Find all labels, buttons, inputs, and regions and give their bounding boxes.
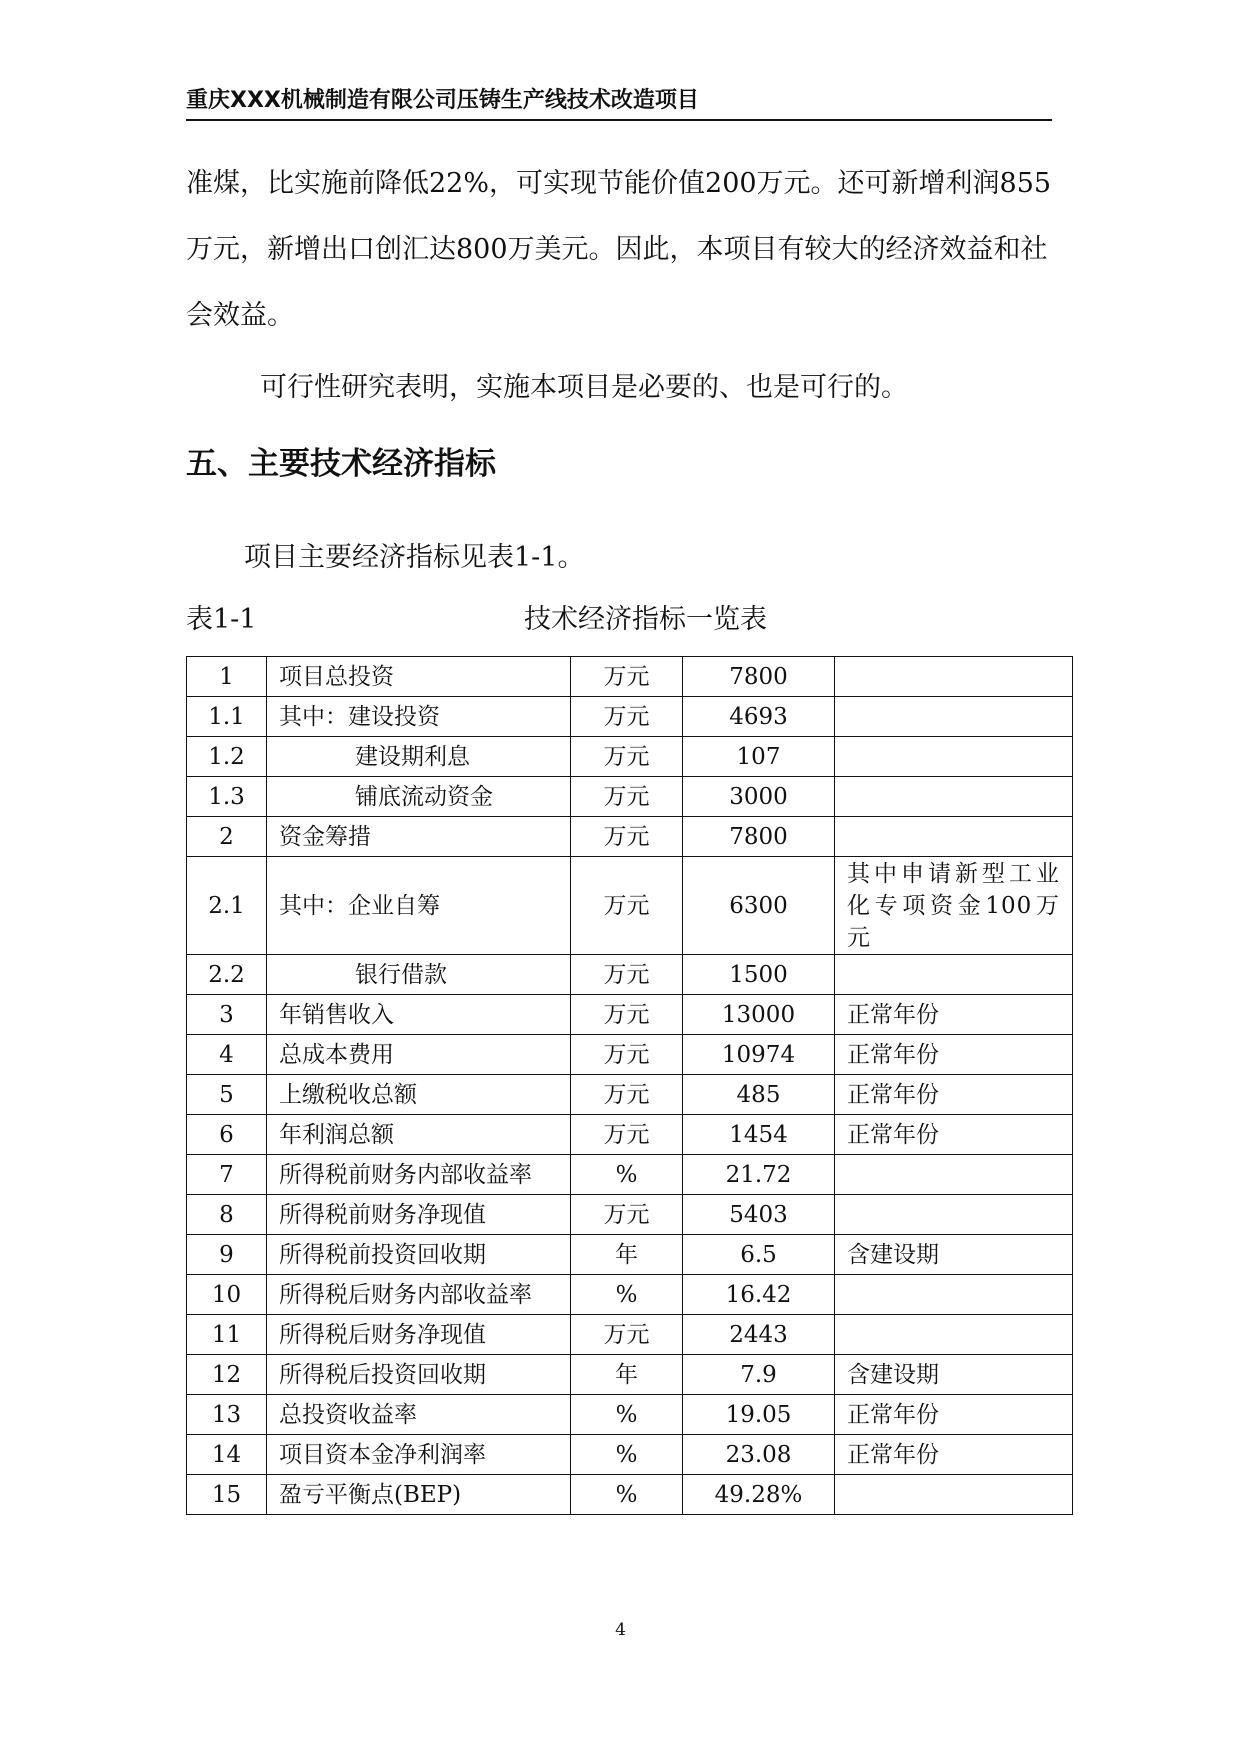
row-note: 正常年份 xyxy=(835,1075,1073,1115)
row-note xyxy=(835,955,1073,995)
row-value: 5403 xyxy=(683,1195,835,1235)
row-index: 3 xyxy=(187,995,267,1035)
row-value: 1454 xyxy=(683,1115,835,1155)
row-name: 所得税后财务净现值 xyxy=(267,1315,571,1355)
row-index: 2.1 xyxy=(187,857,267,955)
row-index: 12 xyxy=(187,1355,267,1395)
row-unit: % xyxy=(571,1275,683,1315)
row-name: 所得税前投资回收期 xyxy=(267,1235,571,1275)
row-unit: % xyxy=(571,1395,683,1435)
row-note: 正常年份 xyxy=(835,1115,1073,1155)
table-row xyxy=(187,697,1073,737)
row-name: 银行借款 xyxy=(267,955,571,995)
table-row xyxy=(187,1075,1073,1115)
row-index: 5 xyxy=(187,1075,267,1115)
row-unit: 万元 xyxy=(571,1075,683,1115)
row-value: 2443 xyxy=(683,1315,835,1355)
page-number: 4 xyxy=(615,1620,626,1640)
row-note: 正常年份 xyxy=(835,1395,1073,1435)
row-name: 资金筹措 xyxy=(267,817,571,857)
row-index: 2.2 xyxy=(187,955,267,995)
row-name: 建设期利息 xyxy=(267,737,571,777)
row-note: 正常年份 xyxy=(835,995,1073,1035)
row-note xyxy=(835,1475,1073,1515)
row-note xyxy=(835,1155,1073,1195)
row-note: 正常年份 xyxy=(835,1435,1073,1475)
row-unit: 万元 xyxy=(571,737,683,777)
header-rule xyxy=(186,119,1052,121)
row-name: 年利润总额 xyxy=(267,1115,571,1155)
row-unit: 万元 xyxy=(571,1035,683,1075)
row-index: 11 xyxy=(187,1315,267,1355)
row-note: 其中申请新型工业化专项资金100万元 xyxy=(835,857,1073,955)
row-index: 8 xyxy=(187,1195,267,1235)
row-value: 10974 xyxy=(683,1035,835,1075)
row-value: 21.72 xyxy=(683,1155,835,1195)
row-value: 4693 xyxy=(683,697,835,737)
table-row xyxy=(187,1035,1073,1075)
row-unit: 万元 xyxy=(571,1115,683,1155)
section-title: 五、主要技术经济指标 xyxy=(186,446,496,482)
row-note xyxy=(835,657,1073,697)
row-name: 所得税前财务内部收益率 xyxy=(267,1155,571,1195)
row-value: 23.08 xyxy=(683,1435,835,1475)
row-unit: % xyxy=(571,1475,683,1515)
row-value: 7800 xyxy=(683,657,835,697)
row-name: 总成本费用 xyxy=(267,1035,571,1075)
table-intro: 项目主要经济指标见表1-1。 xyxy=(244,542,585,573)
row-name: 项目资本金净利润率 xyxy=(267,1435,571,1475)
row-unit: 万元 xyxy=(571,817,683,857)
row-index: 15 xyxy=(187,1475,267,1515)
row-name: 盈亏平衡点(BEP) xyxy=(267,1475,571,1515)
row-index: 13 xyxy=(187,1395,267,1435)
row-unit: 万元 xyxy=(571,857,683,955)
table-row xyxy=(187,1435,1073,1475)
row-unit: 万元 xyxy=(571,995,683,1035)
table-row xyxy=(187,857,1073,955)
metrics-table xyxy=(186,656,1073,1515)
row-index: 1.3 xyxy=(187,777,267,817)
row-name: 年销售收入 xyxy=(267,995,571,1035)
table-row xyxy=(187,737,1073,777)
running-header: 重庆XXX机械制造有限公司压铸生产线技术改造项目 xyxy=(186,88,699,113)
row-note xyxy=(835,777,1073,817)
row-note xyxy=(835,1315,1073,1355)
row-value: 107 xyxy=(683,737,835,777)
paragraph-economic-benefit: 准煤，比实施前降低22%，可实现节能价值200万元。还可新增利润855万元，新增出口创汇达800万美元。因此，本项目有较大的经济效益和社会效益。 xyxy=(186,168,1052,331)
table-row xyxy=(187,657,1073,697)
row-note xyxy=(835,1195,1073,1235)
row-unit: 年 xyxy=(571,1355,683,1395)
row-unit: % xyxy=(571,1435,683,1475)
row-index: 6 xyxy=(187,1115,267,1155)
row-name: 上缴税收总额 xyxy=(267,1075,571,1115)
row-name: 所得税后财务内部收益率 xyxy=(267,1275,571,1315)
row-name: 铺底流动资金 xyxy=(267,777,571,817)
table-row xyxy=(187,1355,1073,1395)
table-row xyxy=(187,1275,1073,1315)
row-unit: 万元 xyxy=(571,955,683,995)
row-note xyxy=(835,817,1073,857)
row-value: 13000 xyxy=(683,995,835,1035)
row-index: 7 xyxy=(187,1155,267,1195)
row-index: 9 xyxy=(187,1235,267,1275)
row-index: 1.1 xyxy=(187,697,267,737)
row-unit: 万元 xyxy=(571,1195,683,1235)
row-note xyxy=(835,697,1073,737)
table-row xyxy=(187,1195,1073,1235)
row-value: 6300 xyxy=(683,857,835,955)
table-row xyxy=(187,1115,1073,1155)
table-row xyxy=(187,1395,1073,1435)
row-index: 1.2 xyxy=(187,737,267,777)
table-row xyxy=(187,777,1073,817)
row-unit: 万元 xyxy=(571,657,683,697)
row-value: 6.5 xyxy=(683,1235,835,1275)
row-value: 49.28% xyxy=(683,1475,835,1515)
row-note xyxy=(835,737,1073,777)
row-unit: % xyxy=(571,1155,683,1195)
table-number: 表1-1 xyxy=(186,604,257,635)
table-row xyxy=(187,995,1073,1035)
row-value: 3000 xyxy=(683,777,835,817)
row-index: 2 xyxy=(187,817,267,857)
row-index: 4 xyxy=(187,1035,267,1075)
table-row xyxy=(187,955,1073,995)
row-value: 1500 xyxy=(683,955,835,995)
paragraph-feasibility-conclusion: 可行性研究表明，实施本项目是必要的、也是可行的。 xyxy=(260,372,908,403)
row-name: 项目总投资 xyxy=(267,657,571,697)
table-row xyxy=(187,1235,1073,1275)
row-index: 10 xyxy=(187,1275,267,1315)
table-title: 技术经济指标一览表 xyxy=(524,604,767,635)
row-index: 14 xyxy=(187,1435,267,1475)
row-note: 含建设期 xyxy=(835,1235,1073,1275)
table-row xyxy=(187,1155,1073,1195)
row-name: 其中：建设投资 xyxy=(267,697,571,737)
row-value: 19.05 xyxy=(683,1395,835,1435)
table-row xyxy=(187,1475,1073,1515)
row-value: 7.9 xyxy=(683,1355,835,1395)
row-note: 正常年份 xyxy=(835,1035,1073,1075)
row-note: 含建设期 xyxy=(835,1355,1073,1395)
row-unit: 万元 xyxy=(571,777,683,817)
row-note xyxy=(835,1275,1073,1315)
row-unit: 万元 xyxy=(571,697,683,737)
row-name: 所得税前财务净现值 xyxy=(267,1195,571,1235)
row-unit: 万元 xyxy=(571,1315,683,1355)
row-unit: 年 xyxy=(571,1235,683,1275)
row-value: 7800 xyxy=(683,817,835,857)
table-row xyxy=(187,1315,1073,1355)
row-name: 总投资收益率 xyxy=(267,1395,571,1435)
table-row xyxy=(187,817,1073,857)
row-value: 16.42 xyxy=(683,1275,835,1315)
row-name: 其中：企业自筹 xyxy=(267,857,571,955)
row-index: 1 xyxy=(187,657,267,697)
row-value: 485 xyxy=(683,1075,835,1115)
row-name: 所得税后投资回收期 xyxy=(267,1355,571,1395)
